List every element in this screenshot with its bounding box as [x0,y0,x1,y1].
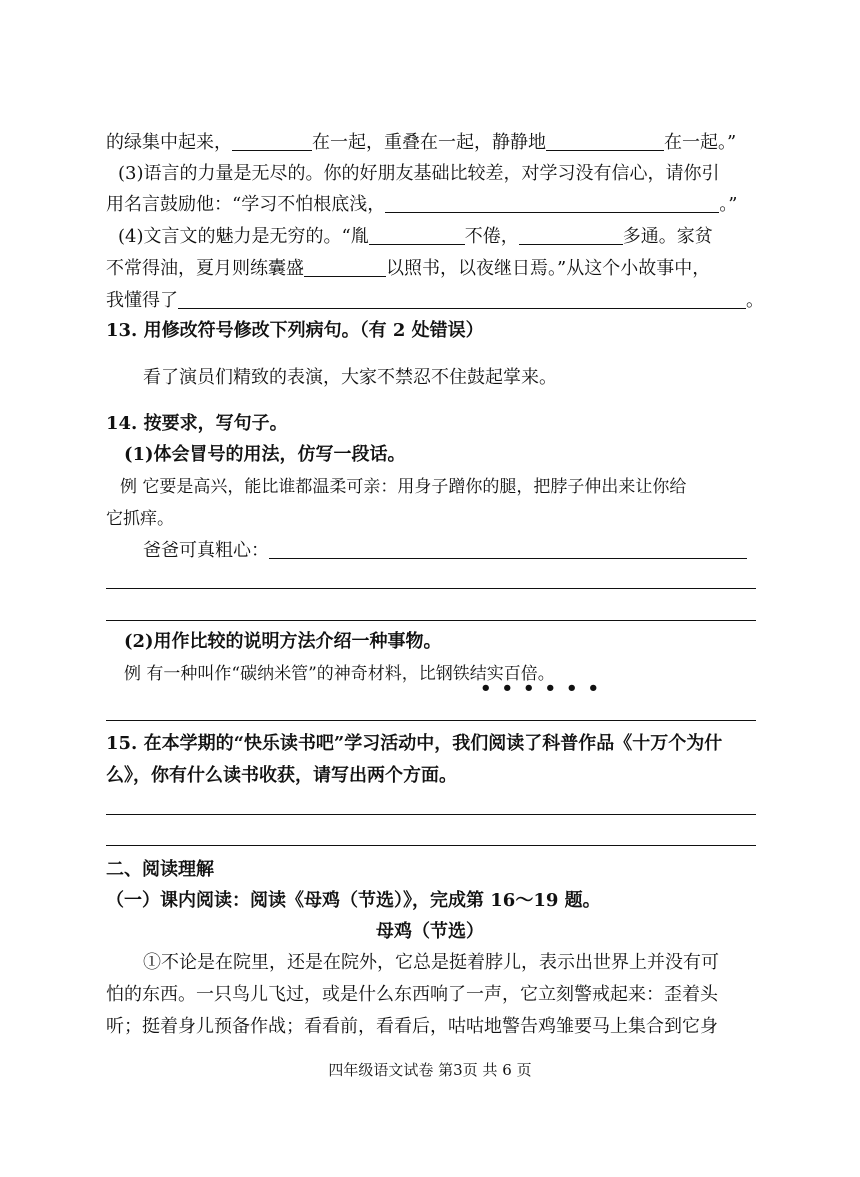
answer-blank[interactable] [304,256,386,277]
answer-blank[interactable] [232,130,312,151]
passage-title: 母鸡（节选） [376,921,484,942]
answer-line[interactable] [106,620,756,621]
q14-sub1-example-line-2: 它抓痒。 [106,509,174,529]
subsection-title: （一）课内阅读：阅读《母鸡（节选）》，完成第 16～19 题。 [106,890,601,911]
text: 的绿集中起来， [106,132,232,153]
text: 在一起。” [664,132,737,153]
answer-line[interactable] [106,814,756,815]
question-14-title: 14. 按要求，写句子。 [106,413,288,434]
q12-item-4-line-3 [106,286,764,316]
q13-sentence: 看了演员们精致的表演，大家不禁忍不住鼓起掌来。 [143,367,557,388]
q14-sub1-example-line-1: 例 它要是高兴，能比谁都温柔可亲：用身子蹭你的腿，把脖子伸出来让你给 [120,477,687,497]
answer-blank[interactable] [546,130,664,151]
section-title: 二、阅读理解 [106,859,214,880]
answer-blank[interactable] [519,224,623,245]
passage-line-1: ①不论是在院里，还是在院外，它总是挺着脖儿，表示出世界上并没有可 [143,952,719,973]
text: 在一起，重叠在一起，静静地 [312,132,546,153]
q12-line-1 [106,128,756,158]
text: 多通。家贫 [622,226,713,247]
passage-line-3: 听；挺着身儿预备作战；看看前，看看后，咕咕地警告鸡雏要马上集合到它身 [106,1016,718,1037]
q14-sub2-title: (2)用作比较的说明方法介绍一种事物。 [124,631,442,652]
q12-item-4-line-1 [118,222,756,252]
answer-blank[interactable] [369,224,465,245]
answer-blank[interactable] [269,538,747,559]
q14-sub1-answer-line [143,536,756,566]
answer-line[interactable] [106,588,756,589]
text: 。 [746,290,764,311]
text: 以照书，以夜继日焉。”从这个小故事中， [386,258,711,279]
text: 。” [719,194,738,215]
q12-item-4-line-2 [106,254,756,284]
text: (4)文言文的魅力是无穷的。“胤 [118,226,369,247]
q12-item-3-line-2 [106,190,756,220]
text: 爸爸可真粗心： [143,540,269,561]
q14-sub1-title: (1)体会冒号的用法，仿写一段话。 [124,444,406,465]
text: 不常得油，夏月则练囊盛 [106,258,304,279]
question-15-line-2: 么》，你有什么读书收获，请写出两个方面。 [106,765,457,786]
emphasis-dots: •••••• [480,678,610,699]
answer-blank[interactable] [178,288,746,309]
passage-line-2: 怕的东西。一只鸟儿飞过，或是什么东西响了一声，它立刻警戒起来：歪着头 [106,984,718,1005]
page-footer: 四年级语文试卷 第3页 共 6 页 [328,1061,532,1079]
text: 用名言鼓励他：“学习不怕根底浅， [106,194,386,215]
answer-line[interactable] [106,720,756,721]
answer-blank[interactable] [385,192,719,213]
question-15-line-1: 15. 在本学期的“快乐读书吧”学习活动中，我们阅读了科普作品《十万个为什 [106,733,723,754]
answer-line[interactable] [106,845,756,846]
text: 不倦， [464,226,519,247]
text: 我懂得了 [106,290,178,311]
question-13-title: 13. 用修改符号修改下列病句。（有 2 处错误） [106,320,484,341]
q14-sub2-example: 例 有一种叫作“碳纳米管”的神奇材料，比钢铁结实百倍。 [124,664,555,684]
q12-item-3-line-1: (3)语言的力量是无尽的。你的好朋友基础比较差，对学习没有信心，请你引 [118,163,720,184]
